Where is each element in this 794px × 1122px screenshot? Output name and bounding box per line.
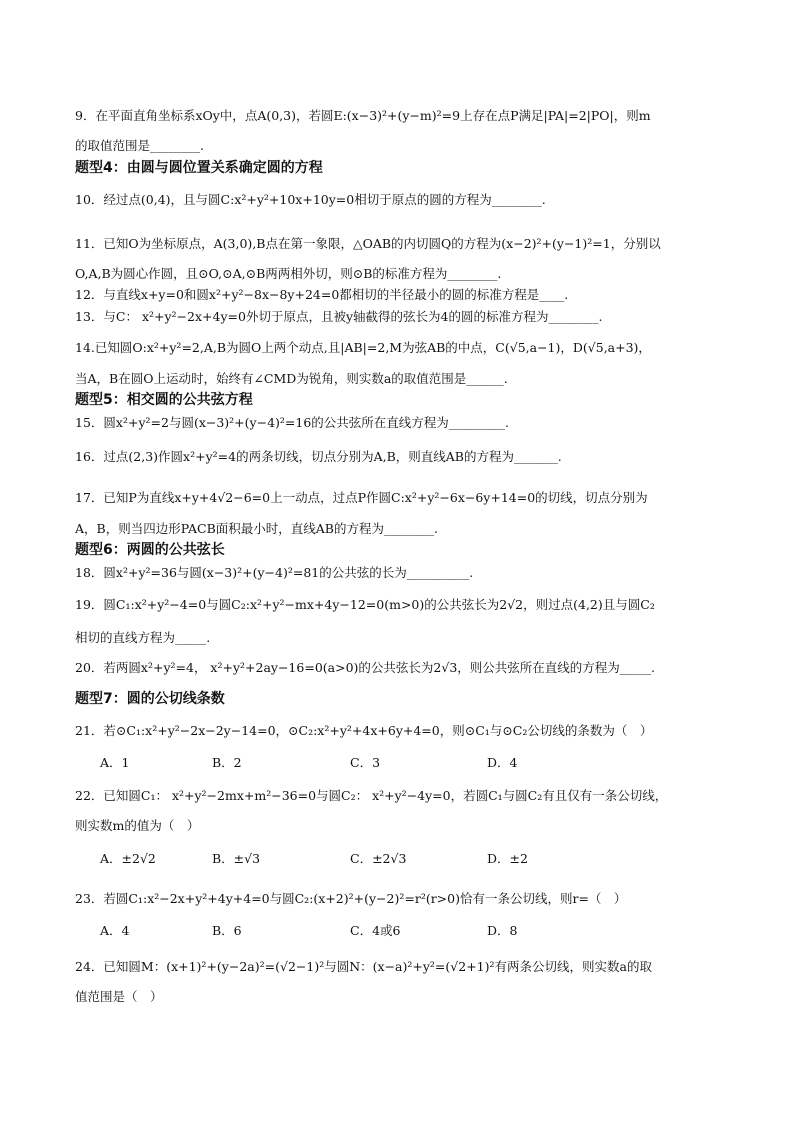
option-b: B．±√3 xyxy=(212,851,261,866)
section-heading-7: 题型7：圆的公切线条数 xyxy=(75,691,225,707)
option-a: A．1 xyxy=(100,755,130,770)
question-23-options xyxy=(100,922,720,940)
question-15: 15．圆x²+y²=2与圆(x−3)²+(y−4)²=16的公共弦所在直线方程为_________. xyxy=(75,415,510,430)
question-9-line-2: 的取值范围是________. xyxy=(75,138,204,153)
question-10: 10．经过点(0,4)，且与圆C:x²+y²+10x+10y=0相切于原点的圆的方程为________. xyxy=(75,192,546,207)
option-d: D．±2 xyxy=(487,851,528,866)
question-24-line-1: 24．已知圆M：(x+1)²+(y−2a)²=(√2−1)²与圆N：(x−a)²+y²=(√2+1)²有两条公切线，则实数a的取 xyxy=(75,959,652,974)
question-20: 20．若两圆x²+y²=4， x²+y²+2ay−16=0(a>0)的公共弦长为2√3，则公共弦所在直线的方程为_____. xyxy=(75,660,655,675)
question-11-line-2: O,A,B为圆心作圆，且⊙O,⊙A,⊙B两两相外切，则⊙B的标准方程为________. xyxy=(75,266,502,281)
question-18: 18．圆x²+y²=36与圆(x−3)²+(y−4)²=81的公共弦的长为__________. xyxy=(75,565,474,580)
question-9-line-1: 9．在平面直角坐标系xOy中，点A(0,3)，若圆E:(x−3)²+(y−m)²=9上存在点P满足|PA|=2|PO|，则m xyxy=(75,108,651,123)
option-a: A．4 xyxy=(100,923,130,938)
section-heading-4: 题型4：由圆与圆位置关系确定圆的方程 xyxy=(75,160,323,176)
question-22-line-1: 22．已知圆C₁： x²+y²−2mx+m²−36=0与圆C₂： x²+y²−4y=0，若圆C₁与圆C₂有且仅有一条公切线， xyxy=(75,788,668,803)
question-21: 21．若⊙C₁:x²+y²−2x−2y−14=0，⊙C₂:x²+y²+4x+6y+4=0，则⊙C₁与⊙C₂公切线的条数为（ ） xyxy=(75,723,653,738)
option-c: C．±2√3 xyxy=(350,851,407,866)
question-21-options xyxy=(100,754,720,772)
question-16: 16．过点(2,3)作圆x²+y²=4的两条切线，切点分别为A,B，则直线AB的方程为_______. xyxy=(75,449,562,464)
question-12: 12．与直线x+y=0和圆x²+y²−8x−8y+24=0都相切的半径最小的圆的标准方程是____. xyxy=(75,287,569,302)
option-b: B．2 xyxy=(212,755,242,770)
option-b: B．6 xyxy=(212,923,242,938)
question-14-line-2: 当A，B在圆O上运动时，始终有∠CMD为锐角，则实数a的取值范围是______. xyxy=(75,371,508,386)
question-14-line-1: 14.已知圆O:x²+y²=2,A,B为圆O上两个动点,且|AB|=2,M为弦AB的中点，C(√5,a−1)，D(√5,a+3)， xyxy=(75,340,651,355)
option-d: D．8 xyxy=(487,923,518,938)
section-heading-5: 题型5：相交圆的公共弦方程 xyxy=(75,392,253,408)
question-22-options xyxy=(100,850,720,868)
question-13: 13．与C： x²+y²−2x+4y=0外切于原点，且被y轴截得的弦长为4的圆的标准方程为________. xyxy=(75,309,603,324)
question-22-line-2: 则实数m的值为（ ） xyxy=(75,818,200,833)
section-heading-6: 题型6：两圆的公共弦长 xyxy=(75,542,225,558)
question-23: 23．若圆C₁:x²−2x+y²+4y+4=0与圆C₂:(x+2)²+(y−2)²=r²(r>0)恰有一条公切线，则r=（ ） xyxy=(75,891,627,906)
question-19-line-1: 19．圆C₁:x²+y²−4=0与圆C₂:x²+y²−mx+4y−12=0(m>0)的公共弦长为2√2，则过点(4,2)且与圆C₂ xyxy=(75,597,655,612)
option-d: D．4 xyxy=(487,755,518,770)
option-c: C．4或6 xyxy=(350,923,401,938)
question-24-line-2: 值范围是（ ） xyxy=(75,989,163,1004)
question-11-line-1: 11．已知O为坐标原点，A(3,0),B点在第一象限，△OAB的内切圆Q的方程为(x−2)²+(y−1)²=1，分别以 xyxy=(75,236,661,251)
option-a: A．±2√2 xyxy=(100,851,156,866)
question-19-line-2: 相切的直线方程为_____. xyxy=(75,630,211,645)
question-17-line-2: A，B，则当四边形PACB面积最小时，直线AB的方程为________. xyxy=(75,521,438,536)
question-17-line-1: 17．已知P为直线x+y+4√2−6=0上一动点，过点P作圆C:x²+y²−6x−6y+14=0的切线，切点分别为 xyxy=(75,490,648,505)
option-c: C．3 xyxy=(350,755,381,770)
